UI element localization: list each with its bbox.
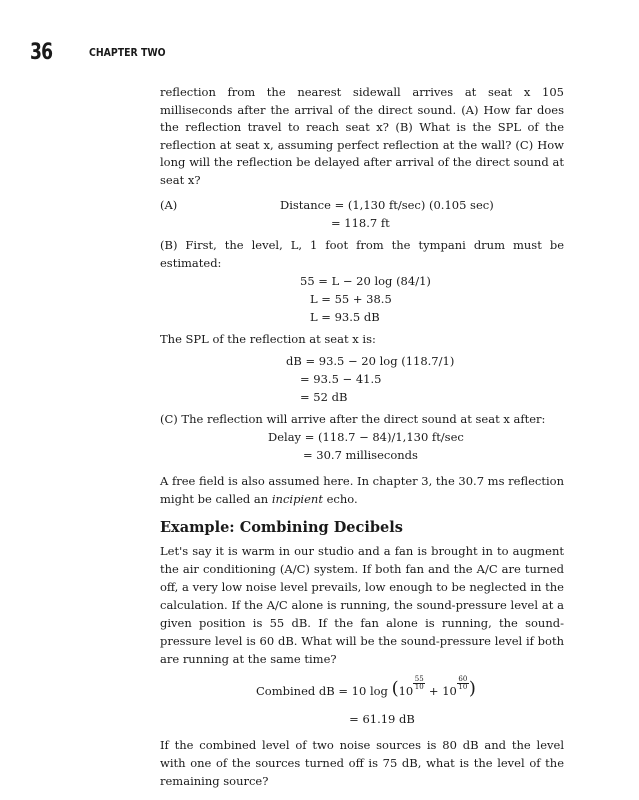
paragraph-intro: reflection from the nearest sidewall arrives at seat x 105 milliseconds after the arrival of the direct sound. (A) How far does the reflection travel to reach seat x? (B) What is the SPL of the reflection at seat x, assuming perfect reflection at the wall? (C) How long will the reflection be delayed after arrival of the direct sound at seat x? bbox=[160, 85, 564, 187]
exponent-1-denominator: 10 bbox=[414, 682, 424, 691]
combined-result: = 61.19 dB bbox=[349, 711, 415, 726]
exponent-2-denominator: 10 bbox=[458, 682, 468, 691]
part-c-intro: (C) The reflection will arrive after the direct sound at seat x after: bbox=[160, 411, 546, 426]
equation-distance-result: = 118.7 ft bbox=[331, 215, 390, 230]
equation-distance: Distance = (1,130 ft/sec) (0.105 sec) bbox=[280, 197, 494, 212]
equation-spl-1: dB = 93.5 − 20 log (118.7/1) bbox=[286, 353, 455, 368]
combined-db-equation: Combined dB = 10 log (10 $\frac{55}{10}$ + 10 $\frac{60}{10}$ ) bbox=[256, 674, 476, 699]
equation-spl-3: = 52 dB bbox=[300, 389, 348, 404]
part-b-intro: (B) First, the level, L, 1 foot from the tympani drum must be estimated: bbox=[160, 237, 564, 270]
page-number: 36 bbox=[30, 40, 53, 65]
paragraph-combining: Let's say it is warm in our studio and a fan is brought in to augment the air conditioning (A/C) system. If both fan and the A/C are turned off, a very low noise level prevails, low enough to be neglected in the calculation. If the A/C alone is running, the sound-pressure level at a given position is 55 dB. If the fan alone is running, the sound-pressure level is 60 dB. What will be the sound-pressure level if both are running at the same time? bbox=[160, 543, 564, 666]
spl-intro: The SPL of the reflection at seat x is: bbox=[160, 331, 376, 346]
section-title: Example: Combining Decibels bbox=[160, 518, 403, 536]
equation-level-1: 55 = L − 20 log (84/1) bbox=[300, 273, 431, 288]
chapter-title: CHAPTER TWO bbox=[89, 46, 166, 59]
part-a-result-row bbox=[160, 214, 564, 232]
part-c-equations bbox=[160, 428, 564, 464]
part-a-label: (A) bbox=[160, 197, 178, 212]
combined-lhs: Combined dB = 10 log bbox=[256, 683, 388, 698]
combined-plus-term: + 10 bbox=[428, 683, 457, 698]
exponent-2-numerator: 60 bbox=[458, 674, 468, 683]
equation-delay-2: = 30.7 milliseconds bbox=[303, 447, 418, 462]
paragraph-free-field: A free field is also assumed here. In chapter 3, the 30.7 ms reflection might be called an incipient echo. bbox=[160, 473, 564, 506]
page-body bbox=[160, 84, 564, 790]
spl-equations bbox=[160, 352, 564, 406]
part-a-row bbox=[160, 196, 564, 214]
combined-base-1: 10 bbox=[398, 683, 414, 698]
equation-delay-1: Delay = (118.7 − 84)/1,130 ft/sec bbox=[268, 429, 464, 444]
part-b-equations bbox=[160, 272, 564, 326]
equation-level-2: L = 55 + 38.5 bbox=[310, 291, 392, 306]
emphasis-incipient: incipient bbox=[271, 491, 323, 506]
equation-level-3: L = 93.5 dB bbox=[310, 309, 380, 324]
equation-spl-2: = 93.5 − 41.5 bbox=[300, 371, 382, 386]
paragraph-final: If the combined level of two noise sources is 80 dB and the level with one of the sources turned off is 75 dB, what is the level of the remaining source? bbox=[160, 737, 564, 788]
exponent-1-numerator: 55 bbox=[414, 674, 424, 683]
